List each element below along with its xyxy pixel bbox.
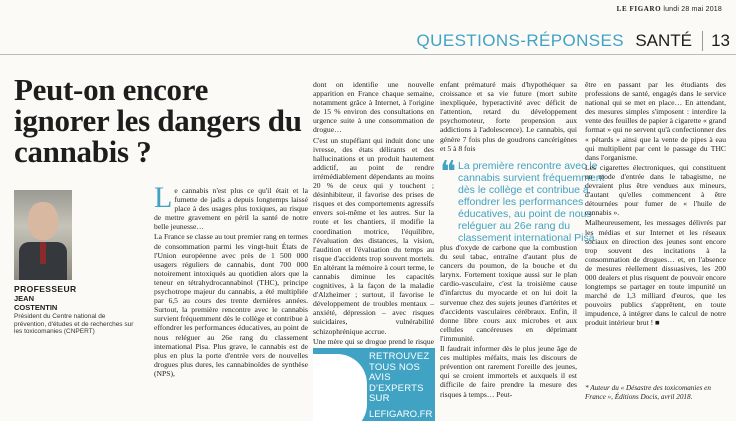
- author-byline: [14, 284, 134, 336]
- author-role: PROFESSEUR: [14, 284, 77, 294]
- paragraph: Malheureusement, les messages délivrés par les médias et sur Internet et les réseaux sociaux en direction des jeunes sont encore trop souvent des incitations à la consommation de drogues… et, en l'absence de mesures réellement dissuasives, les 200 000 dealers et plus risquent de pouvoir encore longtemps se partager en toute impunité un marché de 1,3 milliard d'euros, que les pouvoirs publics s'apprêtent, en toute impudence, à intégrer dans le calcul de notre produit intérieur brut ! ■: [585, 218, 726, 328]
- paragraph: Une mère qui se drogue prend le risque: [313, 336, 434, 346]
- paragraph: dont on identifie une nouvelle apparition en France chaque semaine, notamment grâce à Internet, à l'origine de 15 % environ des consultations en urgence suite à une consommation de drogue…: [313, 80, 434, 135]
- promo-site-link[interactable]: LEFIGARO.FR: [369, 409, 433, 420]
- section-title: QUESTIONS-RÉPONSES: [416, 31, 624, 50]
- author-footnote: * Auteur du « Désastre des toxicomanies en France », Éditions Docis, avril 2018.: [585, 384, 711, 401]
- author-last-name: COSTENTIN: [14, 303, 58, 312]
- promo-logo-icon: [313, 354, 367, 421]
- paragraph: plus d'oxyde de carbone que la combustion du seul tabac, entraîne d'autant plus de cancers du poumon, de la bouche et du larynx. Fortement toxique aussi sur le plan cardio-vasculaire, c'est la troisième cause d'infarctus du myocarde et on lui doit la survenue chez des sujets jeunes d'artérites et d'accidents vasculaires cérébraux. Enfin, il donne libre cours aux microbes et aux cellules cancéreuses en déprimant l'immunité.: [440, 243, 577, 343]
- drop-cap: L: [154, 181, 173, 214]
- paragraph: La France se classe au tout premier rang en termes de consommation parmi les vingt-huit États de l'Union européenne avec près de 1 500 000 usagers réguliers de cannabis, dont 700 000 notoirement intoxiqués au quotidien alors que la teneur en tétrahydrocannabinol (THC), principe psychotrope majeur du cannabis, a été multipliée par 6,5 au cours des trente dernières années. Surtout, la première rencontre avec le cannabis survient fréquemment dès le collège et contribue à effondrer les performances éducatives, au point de nous reléguer au 26e rang du classement international Pisa. Plus grave, le cannabis est de plus en plus la porte d'entrée vers de nouvelles drogues plus dures, les cannabinoïdes de synthèse (NPS),: [154, 232, 308, 378]
- promo-box[interactable]: [313, 348, 435, 421]
- paragraph: Il faudrait informer dès le plus jeune âge de ces multiples méfaits, mais les discours de prévention ont rarement l'oreille des jeunes, qui se croient immortels et auxquels il est difficile de faire prendre la mesure des risques à temps… Peut-: [440, 344, 577, 399]
- section-subject: SANTÉ: [635, 31, 692, 50]
- section-header: [0, 29, 736, 55]
- paragraph: enfant prématuré mais d'hypothéquer sa croissance et sa vie future (mort subite inexpliquée, hyperactivité avec déficit de l'attention, retard du développement psychomoteur, forte propension aux addictions à l'adolescence). Le cannabis, qui génère 7 fois plus de goudrons cancérigènes et 5 à 8 fois: [440, 80, 577, 153]
- author-photo: [14, 190, 72, 280]
- author-first-name: JEAN: [14, 294, 35, 303]
- author-description: Président du Centre national de prévention, d'études et de recherches sur les toxicomanies (CNPERT): [14, 313, 134, 335]
- article-column-1: [154, 181, 308, 379]
- page-number: 13: [702, 31, 730, 51]
- article-column-3: [440, 80, 577, 154]
- paragraph: être en passant par les étudiants des professions de santé, engagés dans le service national qui se met en place… En attendant, des mesures simples s'imposent : interdire la vente des feuilles de papier à cigarette « grand format » qui ne servent qu'à confectionner des « pétards » ainsi que la vente de pipes à eau qui multiplient par cent le passage du THC dans l'organisme.: [585, 80, 726, 162]
- promo-text: RETROUVEZ TOUS NOS AVIS D'EXPERTS SUR: [369, 351, 430, 404]
- masthead-date: lundi 28 mai 2018: [663, 6, 722, 13]
- masthead: [617, 5, 722, 13]
- paragraph: e cannabis n'est plus ce qu'il était et la fumette de jadis a depuis longtemps laissé place à des usages plus toxiques, au risque de mettre gravement en péril la santé de notre belle jeunesse…: [154, 186, 308, 232]
- article-column-2: [313, 80, 434, 356]
- article-column-4: [585, 80, 726, 329]
- paragraph: C'est un stupéfiant qui induit donc une ivresse, des états délirants et des hallucinations et un produit hautement addictif, au point de rendre irrémédiablement dépendants au moins 20 % de ceux qui y touchent ; désinhibiteur, il favorise des prises de risques et des comportements agressifs envers soi-même et les autres. Sur la route et les chantiers, il modifie la coordination motrice, l'équilibre, l'évaluation des distances, la vision, l'audition et l'évaluation du temps au risque d'accidents trop souvent mortels. En altérant la mémoire à court terme, le cannabis diminue les capacités cognitives, à la façon de la maladie d'Alzheimer ; surtout, il favorise le développement de troubles mentaux – anxiété, dépression – avec risques suicidaires, vulnérabilité schizophrénique accrue.: [313, 135, 434, 336]
- masthead-paper: LE FIGARO: [616, 5, 662, 13]
- quote-icon: ❝: [440, 156, 457, 189]
- pull-quote: La première rencontre avec le cannabis survient fréquemment dès le collège et contribue à effondrer les performances éducatives, au point de nous reléguer au 26e rang du classement international Pisa: [458, 160, 605, 244]
- article-column-3-continued: [440, 243, 577, 400]
- paragraph: Les cigarettes électroniques, qui constituent un mode d'entrée dans le tabagisme, ne devraient plus être vendues aux mineurs, d'autant qu'elles commencent à être détournées pour fumer de « l'huile de cannabis ».: [585, 162, 726, 218]
- headline: Peut-on encore ignorer les dangers du cannabis ?: [14, 72, 302, 169]
